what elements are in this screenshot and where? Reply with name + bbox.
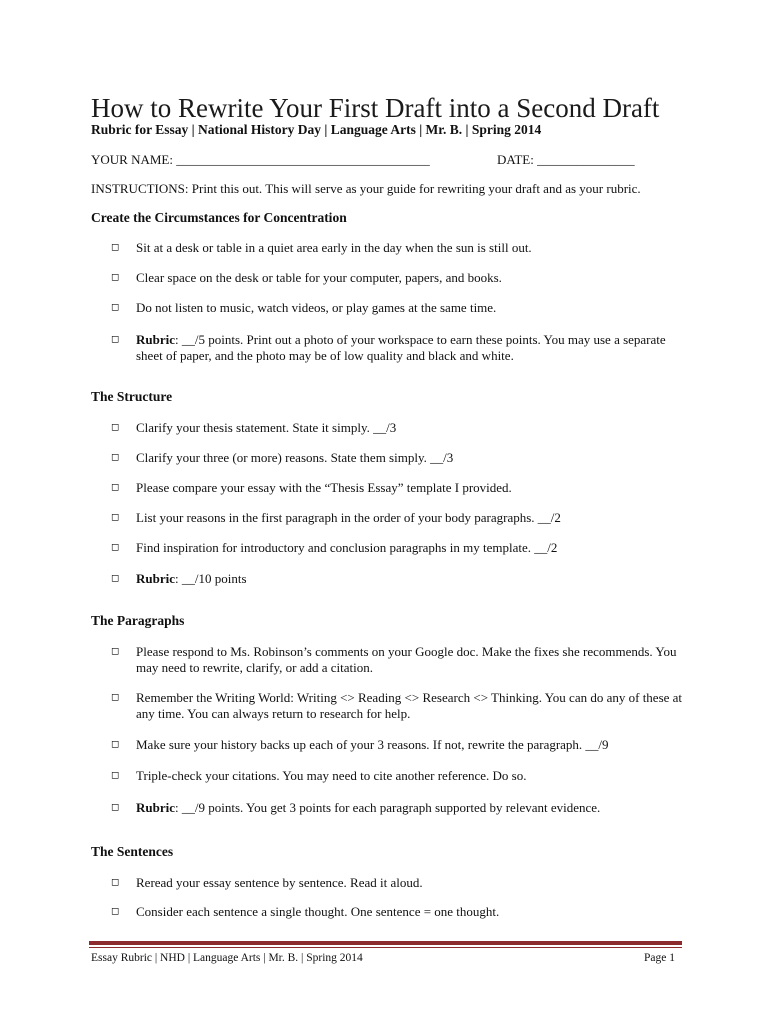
checklist-item: Consider each sentence a single thought. One sentence = one thought. [136, 904, 500, 919]
footer-text: Essay Rubric | NHD | Language Arts | Mr. B. | Spring 2014 [91, 952, 363, 964]
section-heading-sentences: The Sentences [91, 844, 174, 859]
checklist-item: Sit at a desk or table in a quiet area early in the day when the sun is still out. [136, 240, 532, 255]
rubric-label: Rubric [136, 800, 175, 815]
checkbox-icon: ◻ [111, 906, 120, 917]
checkbox-icon: ◻ [111, 542, 120, 553]
rubric-label: Rubric [136, 571, 175, 586]
rubric-text: : __/9 points. You get 3 points for each paragraph supported by relevant evidence. [175, 800, 601, 815]
checklist-item: Clear space on the desk or table for your computer, papers, and books. [136, 270, 502, 285]
instructions-text: INSTRUCTIONS: Print this out. This will serve as your guide for rewriting your draft and as your rubric. [91, 181, 641, 196]
footer-divider [89, 941, 682, 945]
checkbox-icon: ◻ [111, 334, 120, 345]
checklist-item: Remember the Writing World: Writing <> Reading <> Research <> Thinking. You can do any of these at any time. You can always return to research for help. [136, 690, 683, 721]
name-field-line: YOUR NAME: _______________________________________ [91, 152, 430, 167]
page-title: How to Rewrite Your First Draft into a Second Draft [91, 93, 660, 123]
checklist-item: Please respond to Ms. Robinson’s comments on your Google doc. Make the fixes she recommends. You may need to rewrite, clarify, or add a citation. [136, 644, 677, 675]
checkbox-icon: ◻ [111, 512, 120, 523]
page-number: Page 1 [644, 952, 675, 964]
checkbox-icon: ◻ [111, 802, 120, 813]
checklist-item: Find inspiration for introductory and conclusion paragraphs in my template. __/2 [136, 540, 558, 555]
checklist-item: Do not listen to music, watch videos, or play games at the same time. [136, 300, 497, 315]
rubric-text: : __/5 points. Print out a photo of your workspace to earn these points. You may use a separate sheet of paper, and the photo may be of low quality and black and white. [136, 332, 666, 363]
footer-divider-thin [89, 947, 682, 948]
date-field-line: DATE: _______________ [497, 152, 635, 167]
section-heading-structure: The Structure [91, 389, 173, 404]
checklist-item: Reread your essay sentence by sentence. Read it aloud. [136, 875, 423, 890]
section-heading-concentration: Create the Circumstances for Concentration [91, 210, 347, 225]
page-subtitle: Rubric for Essay | National History Day | Language Arts | Mr. B. | Spring 2014 [91, 122, 542, 137]
rubric-item [136, 332, 686, 364]
checkbox-icon: ◻ [111, 302, 120, 313]
checkbox-icon: ◻ [111, 739, 120, 750]
rubric-item [136, 571, 686, 587]
checkbox-icon: ◻ [111, 242, 120, 253]
checkbox-icon: ◻ [111, 422, 120, 433]
checkbox-icon: ◻ [111, 770, 120, 781]
checklist-item: Clarify your thesis statement. State it simply. __/3 [136, 420, 397, 435]
checklist-item: Make sure your history backs up each of your 3 reasons. If not, rewrite the paragraph. __/9 [136, 737, 609, 752]
checklist-item: Please compare your essay with the “Thesis Essay” template I provided. [136, 480, 512, 495]
checklist-item: Clarify your three (or more) reasons. State them simply. __/3 [136, 450, 454, 465]
rubric-label: Rubric [136, 332, 175, 347]
checklist-item: Triple-check your citations. You may need to cite another reference. Do so. [136, 768, 527, 783]
checklist-item: List your reasons in the first paragraph in the order of your body paragraphs. __/2 [136, 510, 561, 525]
checkbox-icon: ◻ [111, 646, 120, 657]
rubric-item [136, 800, 686, 816]
checkbox-icon: ◻ [111, 573, 120, 584]
checkbox-icon: ◻ [111, 482, 120, 493]
checkbox-icon: ◻ [111, 272, 120, 283]
checkbox-icon: ◻ [111, 877, 120, 888]
checkbox-icon: ◻ [111, 452, 120, 463]
section-heading-paragraphs: The Paragraphs [91, 613, 185, 628]
rubric-text: : __/10 points [175, 571, 247, 586]
checkbox-icon: ◻ [111, 692, 120, 703]
